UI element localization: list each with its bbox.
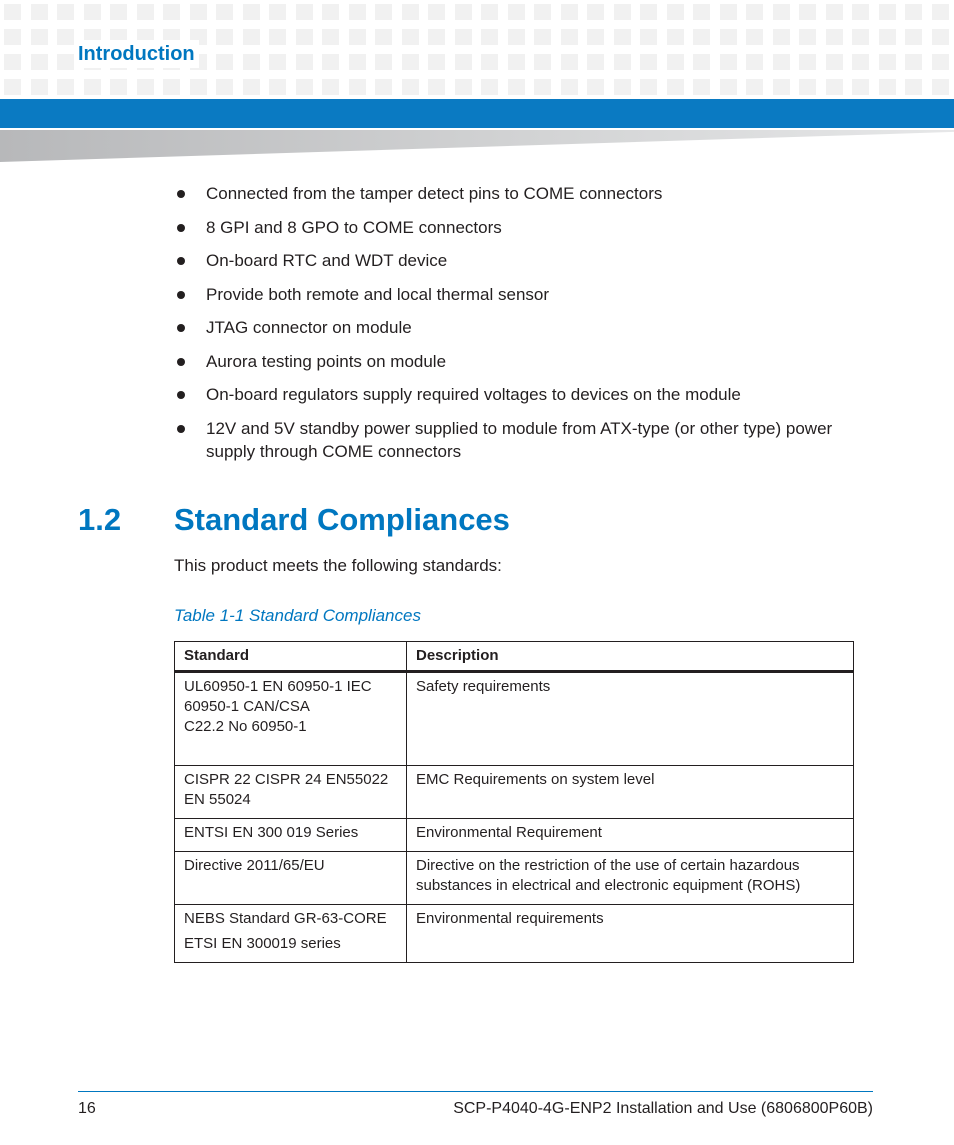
pattern-tile [667,4,684,20]
pattern-tile [852,79,869,95]
pattern-tile [428,29,445,45]
pattern-tile [216,79,233,95]
pattern-tile [243,4,260,20]
pattern-tile [375,29,392,45]
pattern-tile [375,79,392,95]
pattern-tile [322,29,339,45]
pattern-tile [508,29,525,45]
pattern-tile [322,54,339,70]
cell-description: Environmental Requirement [407,819,854,852]
pattern-tile [402,4,419,20]
pattern-tile [587,54,604,70]
pattern-tile [402,54,419,70]
pattern-tile [481,54,498,70]
cell-description: EMC Requirements on system level [407,766,854,819]
pattern-tile [852,4,869,20]
pattern-tile [773,29,790,45]
section-heading [78,500,510,540]
pattern-tile [455,79,472,95]
table-row [175,852,854,905]
pattern-tile [508,54,525,70]
pattern-tile [349,54,366,70]
cell-description: Directive on the restriction of the use of certain hazardous substances in electrical and electronic equipment (ROHS) [407,852,854,905]
pattern-tile [455,29,472,45]
pattern-tile [932,79,949,95]
pattern-tile [190,79,207,95]
bullet-icon [177,190,185,198]
pattern-tile [4,54,21,70]
pattern-tile [402,79,419,95]
pattern-tile [852,29,869,45]
list-item: Connected from the tamper detect pins to COME connectors [174,182,854,205]
pattern-tile [534,54,551,70]
pattern-tile [640,29,657,45]
pattern-tile [455,54,472,70]
pattern-tile [826,54,843,70]
pattern-tile [322,4,339,20]
pattern-tile [561,54,578,70]
cell-standard: UL60950-1 EN 60950-1 IEC 60950-1 CAN/CSA C22.2 No 60950-1 [175,672,407,766]
column-header-standard: Standard [175,642,407,672]
column-header-description: Description [407,642,854,672]
pattern-tile [799,4,816,20]
pattern-tile [693,29,710,45]
bullet-icon [177,391,185,399]
table-row [175,672,854,766]
document-title: SCP-P4040-4G-ENP2 Installation and Use (6806800P60B) [453,1100,873,1117]
pattern-tile [481,79,498,95]
pattern-tile [693,4,710,20]
pattern-tile [4,4,21,20]
pattern-tile [481,29,498,45]
pattern-tile [667,54,684,70]
pattern-tile [243,29,260,45]
feature-list [174,182,854,473]
pattern-tile [534,4,551,20]
pattern-tile [163,4,180,20]
pattern-tile [879,4,896,20]
pattern-tile [799,29,816,45]
pattern-tile [508,4,525,20]
pattern-tile [561,29,578,45]
pattern-tile [216,4,233,20]
pattern-tile [693,79,710,95]
pattern-tile [4,79,21,95]
pattern-tile [428,4,445,20]
pattern-tile [57,54,74,70]
table-row [175,905,854,963]
pattern-tile [932,4,949,20]
pattern-tile [481,4,498,20]
pattern-tile [932,54,949,70]
pattern-tile [296,54,313,70]
pattern-tile [773,4,790,20]
pattern-tile [826,4,843,20]
pattern-tile [799,79,816,95]
pattern-tile [905,4,922,20]
bullet-icon [177,324,185,332]
pattern-tile [826,79,843,95]
pattern-tile [269,79,286,95]
list-item: Provide both remote and local thermal sensor [174,283,854,306]
pattern-tile [614,79,631,95]
pattern-tile [84,79,101,95]
list-item: Aurora testing points on module [174,350,854,373]
pattern-tile [110,79,127,95]
cell-standard: Directive 2011/65/EU [175,852,407,905]
pattern-tile [508,79,525,95]
pattern-tile [932,29,949,45]
pattern-tile [852,54,869,70]
pattern-tile [269,4,286,20]
pattern-tile [746,79,763,95]
pattern-tile [31,79,48,95]
pattern-tile [428,54,445,70]
pattern-tile [163,79,180,95]
pattern-tile [375,4,392,20]
table-header-row [175,642,854,672]
pattern-tile [905,29,922,45]
pattern-tile [587,79,604,95]
pattern-tile [375,54,392,70]
pattern-tile [402,29,419,45]
pattern-tile [746,29,763,45]
pattern-tile [57,79,74,95]
pattern-tile [31,54,48,70]
pattern-tile [693,54,710,70]
pattern-tile [640,4,657,20]
header-blue-bar [0,99,954,128]
bullet-icon [177,425,185,433]
list-item: 8 GPI and 8 GPO to COME connectors [174,216,854,239]
header-grey-wedge [0,130,954,162]
cell-description: Environmental requirements [407,905,854,963]
pattern-tile [57,4,74,20]
pattern-tile [296,29,313,45]
pattern-tile [587,29,604,45]
pattern-tile [640,54,657,70]
pattern-tile [322,79,339,95]
pattern-tile [243,54,260,70]
pattern-tile [640,79,657,95]
pattern-tile [905,79,922,95]
pattern-tile [110,4,127,20]
section-title: Standard Compliances [174,502,510,537]
pattern-tile [561,4,578,20]
pattern-tile [216,54,233,70]
pattern-tile [614,54,631,70]
pattern-tile [773,79,790,95]
pattern-tile [746,4,763,20]
bullet-icon [177,358,185,366]
bullet-icon [177,291,185,299]
pattern-tile [137,4,154,20]
pattern-tile [720,79,737,95]
pattern-tile [428,79,445,95]
cell-description: Safety requirements [407,672,854,766]
pattern-tile [349,29,366,45]
pattern-tile [799,54,816,70]
pattern-tile [243,79,260,95]
pattern-tile [667,79,684,95]
pattern-tile [216,29,233,45]
pattern-tile [879,29,896,45]
compliance-table [174,641,854,963]
table-row [175,819,854,852]
table-row [175,766,854,819]
pattern-tile [614,29,631,45]
pattern-tile [31,4,48,20]
bullet-icon [177,224,185,232]
list-item: JTAG connector on module [174,316,854,339]
pattern-tile [746,54,763,70]
pattern-tile [534,29,551,45]
cell-standard: NEBS Standard GR-63-CORE ETSI EN 300019 series [175,905,407,963]
pattern-tile [190,4,207,20]
pattern-tile [269,29,286,45]
bullet-icon [177,257,185,265]
pattern-tile [720,29,737,45]
list-item: On-board RTC and WDT device [174,249,854,272]
pattern-tile [137,79,154,95]
pattern-tile [614,4,631,20]
pattern-tile [349,4,366,20]
pattern-tile [561,79,578,95]
cell-standard: CISPR 22 CISPR 24 EN55022 EN 55024 [175,766,407,819]
pattern-tile [905,54,922,70]
pattern-tile [296,4,313,20]
pattern-tile [4,29,21,45]
pattern-tile [31,29,48,45]
pattern-tile [826,29,843,45]
footer-rule [78,1091,873,1092]
page-number: 16 [78,1100,96,1117]
pattern-tile [269,54,286,70]
pattern-tile [296,79,313,95]
pattern-tile [720,4,737,20]
list-item: 12V and 5V standby power supplied to module from ATX-type (or other type) power supply through COME connectors [174,417,854,463]
pattern-tile [587,4,604,20]
section-label: Introduction [78,40,199,68]
pattern-tile [667,29,684,45]
pattern-tile [84,4,101,20]
pattern-tile [879,79,896,95]
section-number: 1.2 [78,502,122,537]
list-item: On-board regulators supply required voltages to devices on the module [174,383,854,406]
pattern-tile [349,79,366,95]
pattern-tile [720,54,737,70]
section-intro: This product meets the following standards: [174,556,502,575]
pattern-tile [455,4,472,20]
pattern-tile [57,29,74,45]
pattern-tile [534,79,551,95]
pattern-tile [879,54,896,70]
pattern-tile [773,54,790,70]
table-caption: Table 1-1 Standard Compliances [174,606,421,625]
cell-standard: ENTSI EN 300 019 Series [175,819,407,852]
